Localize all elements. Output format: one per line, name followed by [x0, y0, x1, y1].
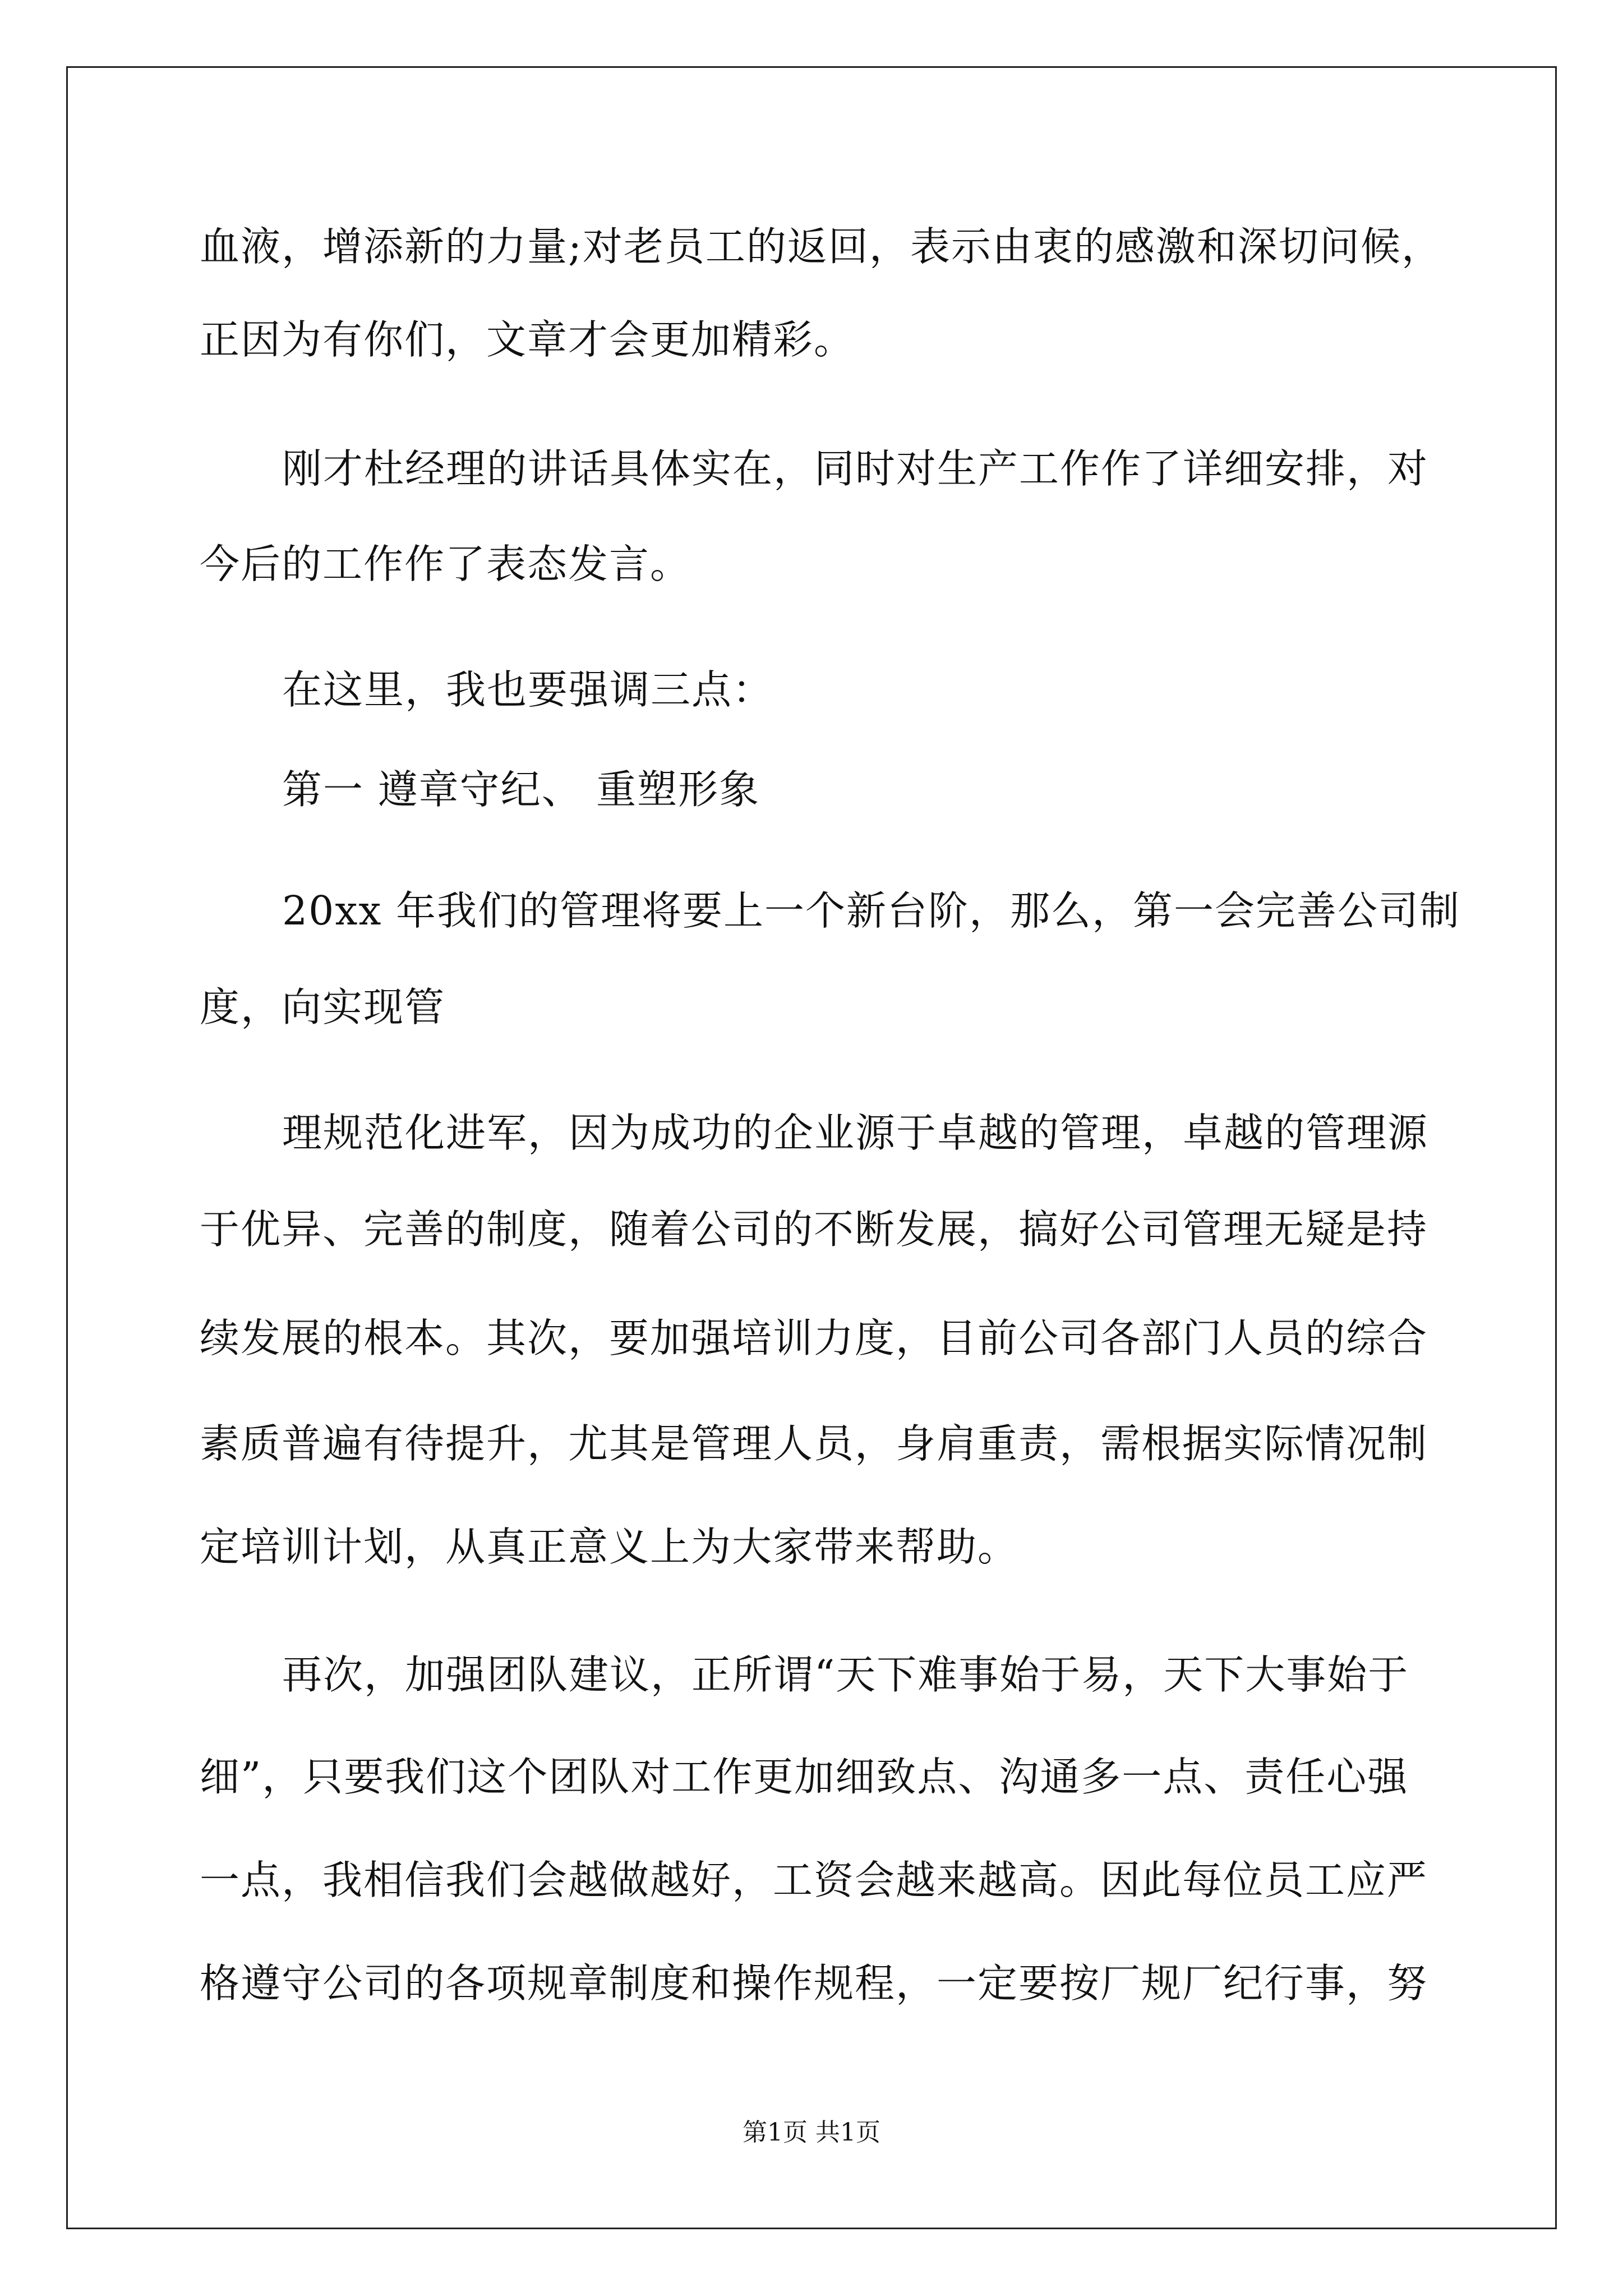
paragraph-start-line: 在这里，我也要强调三点： — [282, 666, 774, 713]
text-line: 血液，增添新的力量;对老员工的返回，表示由衷的感激和深切问候， — [200, 223, 1442, 270]
text-line: 续发展的根本。其次，要加强培训力度，目前公司各部门人员的综合 — [200, 1315, 1428, 1361]
paragraph-start-line: 再次，加强团队建议，正所谓“天下难事始于易，天下大事始于 — [282, 1651, 1409, 1698]
paragraph-start-line: 刚才杜经理的讲话具体实在，同时对生产工作作了详细安排，对 — [282, 445, 1429, 492]
page-number-footer: 第1页 共1页 — [743, 2118, 880, 2147]
paragraph-start-line: 20xx 年我们的管理将要上一个新台阶，那么，第一会完善公司制 — [282, 887, 1460, 934]
text-line: 一点，我相信我们会越做越好，工资会越来越高。因此每位员工应严 — [200, 1857, 1428, 1903]
text-line: 正因为有你们，文章才会更加精彩。 — [200, 316, 855, 363]
text-line: 格遵守公司的各项规章制度和操作规程，一定要按厂规厂纪行事，努 — [200, 1960, 1428, 2007]
text-line: 度，向实现管 — [200, 984, 446, 1030]
text-line: 素质普遍有待提升，尤其是管理人员，身肩重责，需根据实际情况制 — [200, 1420, 1428, 1467]
section-heading: 第一 遵章守纪、 重塑形象 — [282, 766, 760, 813]
paragraph-start-line: 理规范化进军，因为成功的企业源于卓越的管理，卓越的管理源 — [282, 1110, 1429, 1156]
text-line: 细”，只要我们这个团队对工作更加细致点、沟通多一点、责任心强 — [200, 1754, 1409, 1800]
text-line: 于优异、完善的制度，随着公司的不断发展，搞好公司管理无疑是持 — [200, 1206, 1428, 1253]
text-line: 定培训计划，从真正意义上为大家带来帮助。 — [200, 1524, 1019, 1570]
text-line: 今后的工作作了表态发言。 — [200, 541, 691, 587]
